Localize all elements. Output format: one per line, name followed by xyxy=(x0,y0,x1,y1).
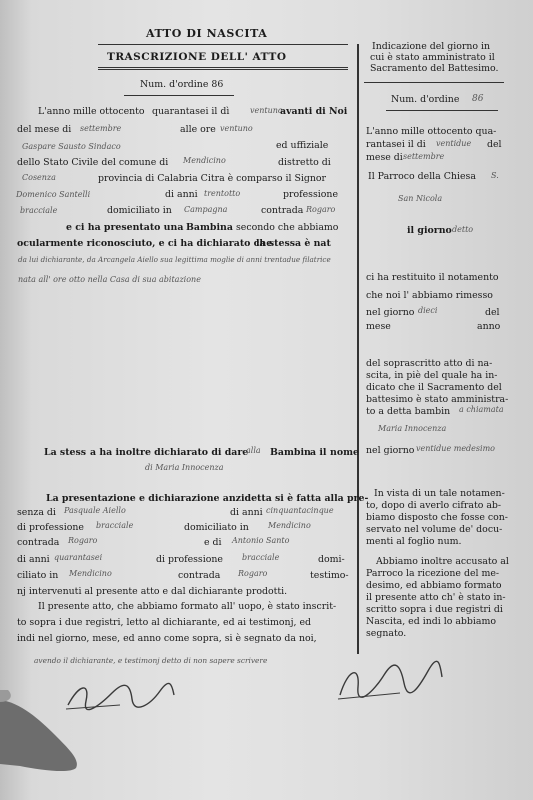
main-line-19-hw2: Rogaro xyxy=(238,569,268,578)
side-para2-7: segnato. xyxy=(366,628,407,639)
main-line-17b: e di xyxy=(204,537,222,548)
main-line-9b: la stessa è nat xyxy=(256,238,331,249)
main-line-10-hw: da lui dichiarante, da Arcangela Aiello sua legittima moglie di anni trentadue filatrice xyxy=(18,255,331,264)
side-line-5-hw: San Nicola xyxy=(398,194,443,203)
side-para1-3: biamo disposto che fosse con- xyxy=(366,512,508,523)
side-line-6-hw: detto xyxy=(452,225,474,234)
main-line-2-hw1: settembre xyxy=(80,124,122,133)
side-para2-4: il presente atto ch' è stato in- xyxy=(366,592,506,603)
main-line-18-hw1: quarantasei xyxy=(54,553,103,562)
main-line-16a: di professione xyxy=(17,522,84,533)
side-line-13: dicato che il Sacramento del xyxy=(366,382,502,393)
side-para1-4: servato nel volume de' docu- xyxy=(366,524,503,535)
side-line-12: scita, in piè del quale ha in- xyxy=(366,370,498,381)
main-line-18c: domi- xyxy=(318,554,345,565)
main-line-3-hw: Gaspare Sausto Sindaco xyxy=(22,142,121,151)
main-line-8a: e ci ha presentato una xyxy=(66,222,184,233)
main-line-7-hw1: bracciale xyxy=(20,206,58,215)
side-line-6a: il giorno xyxy=(407,225,452,236)
side-heading-2: cui è stato amministrato il xyxy=(370,52,495,63)
side-para2-3: desimo, ed abbiamo formato xyxy=(366,580,502,591)
main-line-24-hw: avendo il dichiarante, e testimonj detto di non sapere scrivere xyxy=(34,656,268,665)
side-line-8: che noi l' abbiamo rimesso xyxy=(366,290,493,301)
main-line-13-hw: di Maria Innocenza xyxy=(145,463,224,472)
main-line-18b: di professione xyxy=(156,554,223,565)
document-title: ATTO DI NASCITA xyxy=(146,27,268,40)
main-line-12c: Bambin xyxy=(270,447,311,458)
side-line-9b: del xyxy=(485,307,500,318)
main-line-15-hw2: cinquantacinque xyxy=(266,506,334,515)
main-line-6b: professione xyxy=(283,189,338,200)
main-line-12-hw: alla xyxy=(246,446,261,455)
main-line-5-hw: Cosenza xyxy=(22,173,56,182)
main-line-19b: contrada xyxy=(178,570,221,581)
side-para2-1: Abbiamo inoltre accusato al xyxy=(376,556,509,567)
side-line-17a: nel giorno xyxy=(366,445,415,456)
main-line-15b: di anni xyxy=(230,507,263,518)
order-number: Num. d'ordine 86 xyxy=(140,79,224,90)
column-divider xyxy=(357,44,359,654)
main-line-18a: di anni xyxy=(17,554,50,565)
main-line-17-hw1: Rogaro xyxy=(68,536,98,545)
side-line-9-hw: dieci xyxy=(418,306,438,315)
side-para2-2: Parroco la ricezione del me- xyxy=(366,568,500,579)
main-line-15-hw1: Pasquale Aiello xyxy=(64,506,126,515)
side-line-14: battesimo è stato amministra- xyxy=(366,394,509,405)
main-line-12d: a il xyxy=(310,447,327,458)
side-line-4-hw: S. xyxy=(491,171,499,180)
main-line-9a: ocularmente riconosciuto, e ci ha dichiarato che xyxy=(17,238,273,249)
main-line-16-hw1: bracciale xyxy=(96,521,134,530)
side-para2-6: Nascita, ed indi lo abbiamo xyxy=(366,616,497,627)
main-line-6-hw1: Domenico Santelli xyxy=(16,190,91,199)
order-rule xyxy=(124,95,234,96)
side-line-2a: rantasei il di xyxy=(366,139,426,150)
side-para1-1: In vista di un tale notamen- xyxy=(374,488,505,499)
main-line-12b: a ha inoltre dichiarato di dare xyxy=(90,447,249,458)
main-line-17-hw2: Antonio Santo xyxy=(232,536,290,545)
side-order-rule xyxy=(386,110,498,111)
side-line-15-hw: a chiamata xyxy=(459,405,504,414)
signature-right xyxy=(330,655,450,705)
side-line-2b: del xyxy=(487,139,502,150)
main-line-7a: domiciliato in xyxy=(107,205,172,216)
side-para1-5: menti al foglio num. xyxy=(366,536,462,547)
side-heading-3: Sacramento del Battesimo. xyxy=(370,63,499,74)
main-line-1a: L'anno mille ottocento xyxy=(38,106,145,117)
main-line-19a: ciliato in xyxy=(17,570,59,581)
side-line-2-hw: ventidue xyxy=(436,139,472,148)
side-line-9a: nel giorno xyxy=(366,307,415,318)
title-rule xyxy=(98,44,348,45)
torn-corner xyxy=(0,690,90,800)
main-line-8c: secondo che abbiamo xyxy=(236,222,339,233)
main-line-6a: di anni xyxy=(165,189,198,200)
main-line-7b: contrada xyxy=(261,205,304,216)
main-line-15a: senza di xyxy=(17,507,56,518)
main-line-1c: avanti di Noi xyxy=(280,106,348,117)
main-line-21: Il presente atto, che abbiamo formato all' uopo, è stato inscrit- xyxy=(38,601,337,612)
main-line-1b: quarantasei il dì xyxy=(152,106,230,117)
side-line-4: Il Parroco della Chiesa xyxy=(368,171,476,182)
main-line-7-hw2: Campagna xyxy=(184,205,228,214)
side-line-10a: mese xyxy=(366,321,391,332)
main-line-12a: La stess xyxy=(44,447,87,458)
main-line-17a: contrada xyxy=(17,537,60,548)
side-line-15a: to a detta bambin xyxy=(366,406,451,417)
subtitle-rule-1 xyxy=(98,67,348,68)
main-line-22: to sopra i due registri, letto al dichiarante, ed ai testimonj, ed xyxy=(17,617,312,628)
side-order-label: Num. d'ordine xyxy=(391,94,460,105)
side-order-value: 86 xyxy=(472,94,484,104)
main-line-3a: ed uffiziale xyxy=(276,140,329,151)
main-line-18-hw2: bracciale xyxy=(242,553,280,562)
side-para1-2: to, dopo di averlo cifrato ab- xyxy=(366,500,502,511)
transcription-heading: TRASCRIZIONE DELL' ATTO xyxy=(107,51,287,63)
side-line-3a: mese di xyxy=(366,152,403,163)
side-line-11: del soprascritto atto di na- xyxy=(366,358,493,369)
main-line-12e: nome xyxy=(330,447,359,458)
main-line-7-hw3: Rogaro xyxy=(306,205,336,214)
main-line-5a: provincia di Calabria Citra è comparso il Signor xyxy=(98,173,327,184)
main-line-1-hw: ventuno xyxy=(250,106,283,115)
side-heading-rule xyxy=(364,82,504,83)
side-line-16-hw: Maria Innocenza xyxy=(378,424,447,433)
main-line-20: nj intervenuti al presente atto e dal dichiarante prodotti. xyxy=(17,586,288,597)
main-line-4b: distretto di xyxy=(278,157,331,168)
main-line-6-hw2: trentotto xyxy=(204,189,241,198)
main-line-16b: domiciliato in xyxy=(184,522,249,533)
main-line-2b: alle ore xyxy=(180,124,216,135)
main-line-2a: del mese di xyxy=(17,124,72,135)
main-line-19c: testimo- xyxy=(310,570,349,581)
side-line-3-hw: settembre xyxy=(403,152,445,161)
side-line-7: ci ha restituito il notamento xyxy=(366,272,499,283)
main-line-19-hw1: Mendicino xyxy=(69,569,112,578)
main-line-14a: La presentazione e dichiarazione anzidetta si è fatta alla pre- xyxy=(46,493,369,504)
main-line-23: indi nel giorno, mese, ed anno come sopra, si è segnato da noi, xyxy=(17,633,317,644)
side-line-10b: anno xyxy=(477,321,501,332)
subtitle-rule-2 xyxy=(98,69,348,70)
side-line-1: L'anno mille ottocento qua- xyxy=(366,126,497,137)
main-line-2-hw2: ventuno xyxy=(220,124,253,133)
main-line-11-hw: nata all' ore otto nella Casa di sua abitazione xyxy=(18,275,201,284)
main-line-4-hw: Mendicino xyxy=(183,156,226,165)
side-para2-5: scritto sopra i due registri di xyxy=(366,604,503,615)
side-line-17-hw: ventidue medesimo xyxy=(416,444,495,453)
main-line-4a: dello Stato Civile del comune di xyxy=(17,157,169,168)
main-line-16-hw2: Mendicino xyxy=(268,521,311,530)
side-heading-1: Indicazione del giorno in xyxy=(372,41,491,52)
main-line-8b: Bambina xyxy=(186,222,233,233)
